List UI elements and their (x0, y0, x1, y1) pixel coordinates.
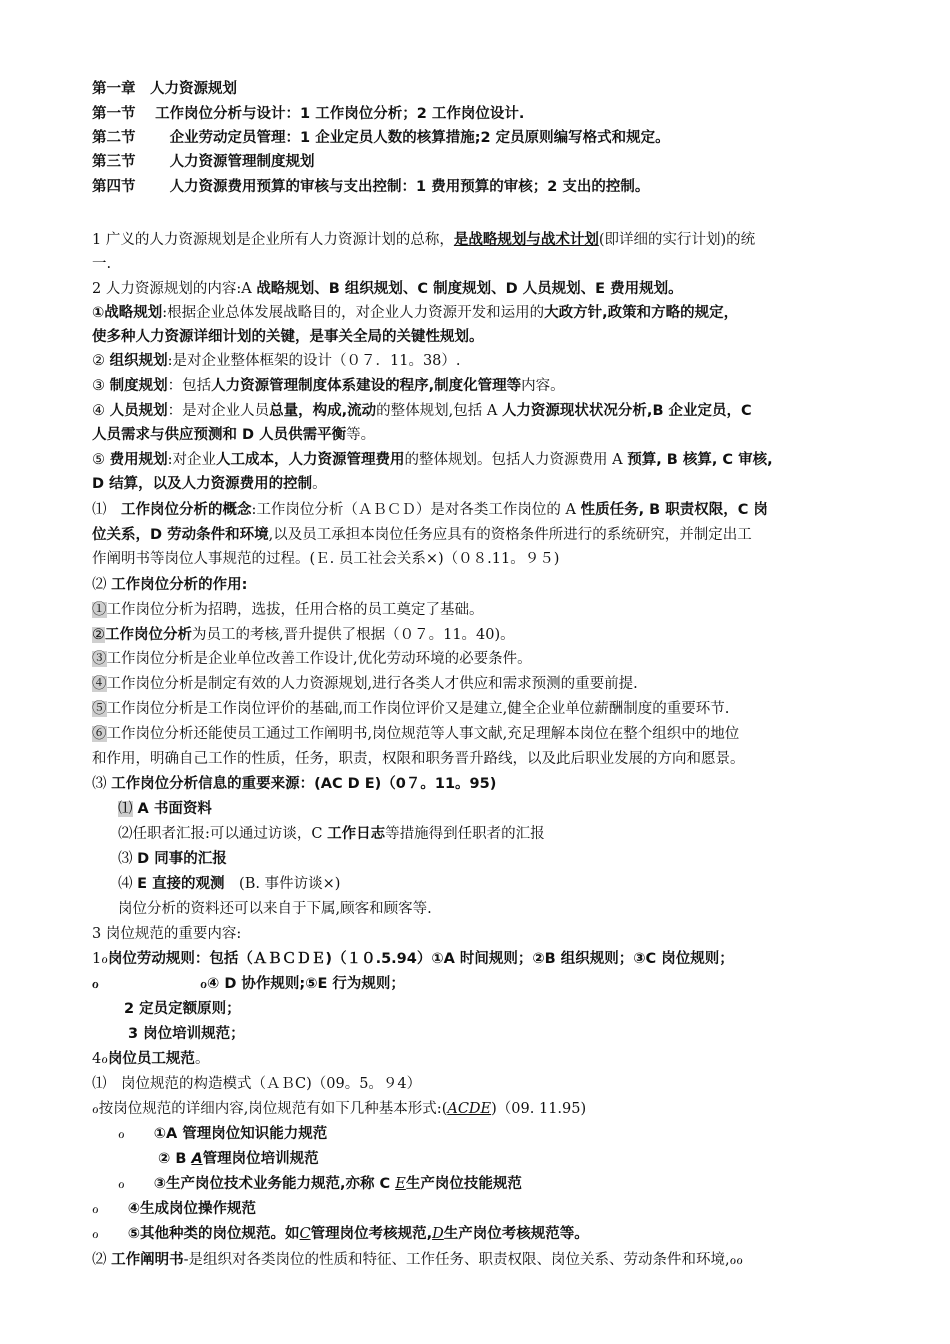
source-item-3: ⑶ D 同事的汇报 (118, 851, 227, 867)
paragraph-hr-contents: 2 人力资源规划的内容:A 战略规划、B 组织规划、C 制度规划、D 人员规划、E 费用规划。 (92, 281, 683, 297)
toc-section-4: 第四节 人力资源费用预算的审核与支出控制：1 费用预算的审核；2 支出的控制。 (92, 179, 650, 195)
paragraph-job-description: ⑵ 工作阐明书-是组织对各类岗位的性质和特征、工作任务、职责权限、岗位关系、劳动条件和环境,ℴℴ (92, 1252, 744, 1268)
norm-item-1-cont: ℴ ℴ④ D 协作规则;⑤E 行为规则； (92, 976, 405, 992)
paragraph-job-analysis-concept: ⑴ 工作岗位分析的概念:工作岗位分析（ＡＢＣＤ）是对各类工作岗位的 A 性质任务, B 职责权限，C 岗 (92, 502, 768, 518)
toc-section-3: 第三节 人力资源管理制度规划 (92, 154, 315, 170)
paragraph-cost-plan-cont: D 结算，以及人力资源费用的控制。 (92, 476, 327, 492)
effect-item-5: ⑤工作岗位分析是工作岗位评价的基础,而工作岗位评价又是建立,健全企业单位薪酬制度的重要环节. (92, 701, 730, 717)
paragraph-staff-plan-cont: 人员需求与供应预测和 D 人员供需平衡等。 (92, 427, 376, 443)
source-item-2: ⑵任职者汇报:可以通过访谈，C 工作日志等措施得到任职者的汇报 (118, 826, 545, 842)
source-item-5: 岗位分析的资料还可以来自于下属,顾客和顾客等. (118, 901, 432, 917)
norm-item-1: 1ℴ岗位劳动规则：包括（ＡＢＣＤＥ)（１０.5.94）①A 时间规则；②B 组织规则；③C 岗位规则； (92, 951, 734, 967)
toc-chapter: 第一章 人力资源规划 (92, 81, 237, 97)
paragraph-system-plan: ③ 制度规划：包括人力资源管理制度体系建设的程序,制度化管理等内容。 (92, 378, 565, 394)
effect-item-2: ②工作岗位分析为员工的考核,晋升提供了根据（０７。11。40)。 (92, 627, 515, 643)
form-item-1: ℴ ①A 管理岗位知识能力规范 (118, 1126, 328, 1142)
effect-item-1: ①工作岗位分析为招聘，选拔，任用合格的员工奠定了基础。 (92, 602, 484, 618)
paragraph-hr-definition: 1 广义的人力资源规划是企业所有人力资源计划的总称，是战略规划与战术计划(即详细的实行计划)的统 (92, 232, 756, 248)
heading-job-analysis-effects: ⑵ 工作岗位分析的作用: (92, 577, 248, 593)
effect-item-6-cont: 和作用，明确自己工作的性质，任务，职责，权限和职务晋升路线，以及此后职业发展的方向和愿景。 (92, 751, 745, 767)
source-item-4: ⑷ E 直接的观测 (B. 事件访谈×) (118, 876, 341, 892)
form-item-5: ℴ ⑤其他种类的岗位规范。如C管理岗位考核规范,D生产岗位考核规范等。 (92, 1226, 589, 1242)
heading-post-norms: 3 岗位规范的重要内容: (92, 926, 242, 942)
paragraph-job-analysis-concept-cont: 位关系，D 劳动条件和环境,以及员工承担本岗位任务应具有的资格条件所进行的系统研究，并制定出工 (92, 527, 752, 543)
paragraph-structure-mode: ⑴ 岗位规范的构造模式（ＡＢC)（09。5。９4） (92, 1076, 422, 1092)
effect-item-6: ⑥工作岗位分析还能使员工通过工作阐明书,岗位规范等人事文献,充足理解本岗位在整个组织中的地位 (92, 726, 740, 742)
effect-item-3: ③工作岗位分析是企业单位改善工作设计,优化劳动环境的必要条件。 (92, 651, 532, 667)
norm-item-4: 4ℴ岗位员工规范。 (92, 1051, 210, 1067)
paragraph-basic-forms: ℴ按岗位规范的详细内容,岗位规范有如下几种基本形式:(ACDE)（09. 11.95) (92, 1101, 587, 1117)
form-item-4: ℴ ④生成岗位操作规范 (92, 1201, 256, 1217)
form-item-3: ℴ ③生产岗位技术业务能力规范,亦称 C E生产岗位技能规范 (118, 1176, 522, 1192)
paragraph-cost-plan: ⑤ 费用规划:对企业人工成本，人力资源管理费用的整体规划。包括人力资源费用 A 预算, B 核算, C 审核, (92, 452, 773, 468)
heading-info-sources: ⑶ 工作岗位分析信息的重要来源：(AC D E)（0７。11。95) (92, 776, 497, 792)
effect-item-4: ④工作岗位分析是制定有效的人力资源规划,进行各类人才供应和需求预测的重要前提. (92, 676, 638, 692)
toc-section-2: 第二节 企业劳动定员管理：1 企业定员人数的核算措施;2 定员原则编写格式和规定。 (92, 130, 670, 146)
paragraph-staff-plan: ④ 人员规划：是对企业人员总量，构成,流动的整体规划,包括 A 人力资源现状状况分析,B 企业定员，C (92, 403, 752, 419)
toc-section-1: 第一节 工作岗位分析与设计：1 工作岗位分析；2 工作岗位设计. (92, 106, 525, 122)
paragraph-job-analysis-concept-cont2: 作阐明书等岗位人事规范的过程。(Ｅ. 员工社会关系×)（０８.11。９５) (92, 551, 560, 567)
paragraph-org-plan: ② 组织规划:是对企业整体框架的设计（０７．11。38）. (92, 353, 461, 369)
norm-item-3: 3 岗位培训规范； (128, 1026, 245, 1042)
paragraph-strategy-plan: ①战略规划:根据企业总体发展战略目的，对企业人力资源开发和运用的大政方针,政策和方略的规定， (92, 305, 739, 321)
paragraph-hr-definition-cont: 一. (92, 256, 112, 272)
paragraph-strategy-plan-cont: 使多种人力资源详细计划的关键，是事关全局的关键性规划。 (92, 329, 484, 345)
norm-item-2: 2 定员定额原则； (124, 1001, 241, 1017)
form-item-2: ② B A管理岗位培训规范 (158, 1151, 319, 1167)
source-item-1: ⑴ A 书面资料 (118, 801, 212, 817)
